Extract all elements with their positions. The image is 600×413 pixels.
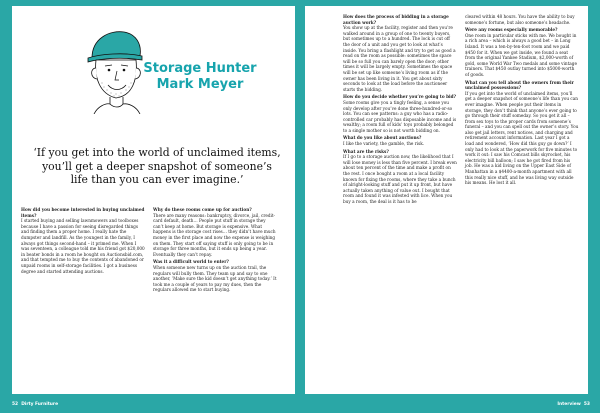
left-footer [12,402,58,407]
page-number: 52 [12,402,19,407]
answer: One room in particular sticks with me. We bought in a rich area – which is always a good bet – in Long Island. It was a ten-by-ten-foot room and we paid $450 for it. When we got inside, we found a seat from the original Yankee Stadium, $2,000-worth of gold, some World War Two medals and some vintage trainers. That $450 outlay turned into $5000-worth of goods. [465,32,577,77]
question: Were any rooms especially memorable? [465,27,558,33]
question: What can you tell about the owners from their unclaimed possessions? [465,79,574,91]
right-page [300,0,600,413]
page-number: 53 [583,402,590,407]
answer: If I go to a storage auction now, the likelihood that I will lose money is less than five percent. I break even about ten percent of the time and make a profit on the rest. I once bought a room at a local facility known for fixing the rooms, where they take a bunch of alright-looking stuff and put it up front, but have actually taken anything of value out. I bought that room and found it was infested with lice. When you buy a room, the deal is it has to be [343,154,457,204]
magazine-title: Dirty Furniture [21,402,59,407]
answer: Some rooms give you a tingly feeling, a sense you only develop after you’ve done three-hundred-or-so lots. You can see patterns: a guy who has a radio-controlled car probably has disposable income and is wealthy; a room full of kids’ toys probably belonged to a single mother so is not worth bidding on. [343,99,457,133]
section-title: Interview [557,402,581,407]
right-page-card [305,6,588,394]
question: Was it a difficult world to enter? [153,259,229,265]
left-column-1 [21,207,145,276]
question: Why do these rooms come up for auction? [153,207,252,212]
interviewee-heading [140,61,260,93]
left-column-2 [153,207,277,295]
answer: When someone new turns up on the auction trail, the regulars will bully them. They team up and say to one another, ‘Make sure the kid doesn’t get anything today.’ It took me a couple of years to pay my dues, then the regulars allowed me to start buying. [153,264,277,293]
question: How does the process of bidding in a storage auction work? [343,14,449,25]
right-footer [557,402,590,407]
question: What are the risks? [343,148,389,154]
answer: If you get into the world of unclaimed items, you’ll get a deeper snapshot of someone’s life than you can ever imagine. When people put their items in storage, they don’t think that anyone’s ever going to go through their stuff someday. So you get it all – from sex toys to the proper cards from someone’s funeral – and you can spell out the owner’s story. You also get jail letters, rent notices, and charging and retirement account information. Last year I got a load and wondered, ‘How did this guy go down?’ I only had to look at the paperwork for five minutes to work it out: I saw his Comcast bills skyrocket, his electricity bill balloon; I saw he got fired from his job. He was a kid living on the Upper East Side of Manhattan in a $4400-a-month apartment with all this really nice stuff, and he was living way outside his means. He lost it all. [465,90,579,186]
pull-quote: ‘If you get into the world of unclaimed items, you’ll get a deeper snapshot of someone’s life than you can ever imagine.’ [33,146,281,186]
left-page-card [12,6,295,394]
right-column-1 [343,14,457,207]
answer: cleared within 48 hours. You have the ability to buy someone’s fortune, but also someone’s headache. [465,14,575,25]
right-column-2 [465,14,579,188]
answer: There are many reasons: bankruptcy, divorce, jail, credit-card default, death… People put stuff in storage they can’t keep at home. But storage is expensive. What happens is the storage cost rises… they didn’t have much money in the first place and now the expense is weighing on them. They start off saying stuff is only going to be in storage for three months, but it ends up being a year. Eventually they can’t repay. [153,212,276,257]
answer: I like the variety, the gamble, the risk. [343,141,425,147]
question: How do you decide whether you’re going to bid? [343,94,457,100]
heading-line-1: Storage Hunter [143,61,257,76]
heading-line-2: Mark Meyer [156,77,244,92]
answer: I started buying and selling lawnmowers and toolboxes because I have a passion for seeing disregarded things and finding them a proper home. I really hate the dumpster and landfill. As the youngest in the family, I always got things second-hand – it primed me. When I was seventeen, a colleague told me his friend got $20,000 in beater bonds in a room he bought on Auctionsbid.com, and that tempted me to buy the contents of abandoned or unpaid rooms in self-storage facilities. I got a business degree and started attending auctions. [21,218,145,274]
answer: You show up at the facility, register and then you’re walked around in a group of one to twenty buyers, but sometimes up to a hundred. The lock is cut off the door of a unit and you get to look at what’s inside. You bring a flashlight and try to get as good a read on the room as possible: sometimes the space will be so full you can barely open the door; other times it will be largely empty. Sometimes the space will be set up like someone’s living room as if the owner has been living in it. You get about sixty seconds to look at the load before the auctioneer starts the bidding. [343,25,456,92]
question: What do you like about auctions? [343,135,422,141]
question: How did you become interested in buying unclaimed items? [21,207,145,218]
